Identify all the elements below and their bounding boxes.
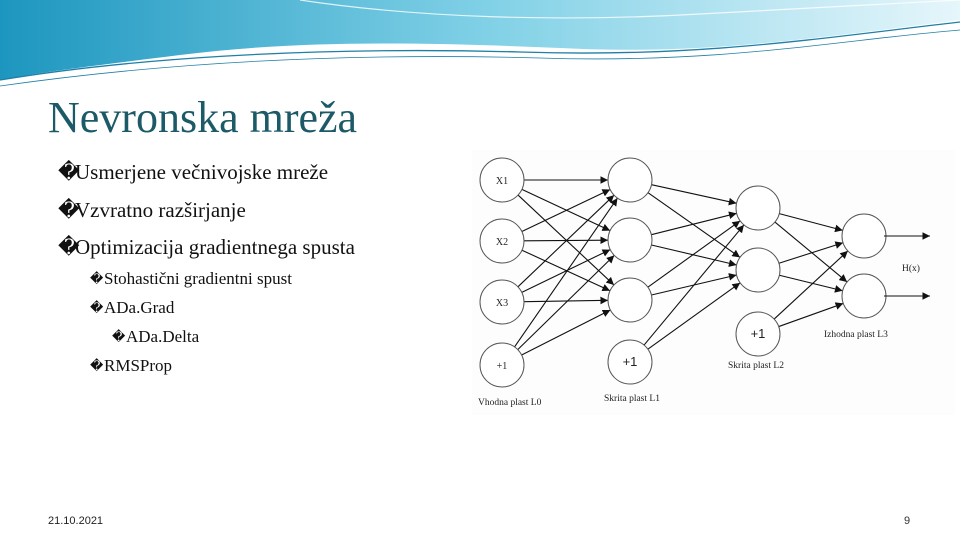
layer-label-output: Izhodna plast L3 (824, 330, 888, 340)
footer-date: 21.10.2021 (48, 515, 104, 527)
neural-network-diagram (472, 150, 955, 415)
hidden1-node (608, 218, 652, 262)
bullet-item (58, 160, 328, 185)
sub-bullet-text: RMSProp (104, 356, 173, 375)
sub-bullet-item (112, 327, 199, 347)
input-node-label: X1 (495, 176, 509, 187)
page-number: 9 (904, 515, 911, 527)
sub-bullet-text: ADa.Grad (104, 298, 175, 317)
input-node-label: +1 (496, 361, 508, 372)
bullet-text: Usmerjene večnivojske mreže (75, 160, 329, 184)
bullet-marker: � (112, 329, 126, 344)
sub-bullet-item (90, 298, 174, 318)
sub-bullet-item (90, 356, 172, 376)
layer-label-hidden2: Skrita plast L2 (728, 361, 784, 371)
input-node-label: X3 (495, 298, 509, 309)
layer-label-input: Vhodna plast L0 (478, 398, 542, 408)
header-wave-decoration (0, 0, 960, 90)
bullet-marker: � (58, 198, 80, 222)
bullet-marker: � (58, 235, 80, 259)
bullet-item (58, 235, 355, 260)
hidden1-node (608, 158, 652, 202)
hidden1-node (608, 278, 652, 322)
sub-bullet-text: ADa.Delta (126, 327, 200, 346)
bias-node-label: +1 (622, 354, 638, 369)
output-node (842, 214, 886, 258)
output-node (842, 274, 886, 318)
slide-title: Nevronska mreža (48, 93, 358, 142)
bias-node-label: +1 (750, 326, 766, 341)
bullet-marker: � (90, 271, 104, 286)
bullet-marker: � (58, 160, 80, 184)
hidden2-node (736, 248, 780, 292)
bullet-text: Vzvratno razširjanje (75, 198, 246, 222)
input-node-label: X2 (495, 237, 509, 248)
output-label: H(x) (902, 264, 920, 274)
hidden2-node (736, 186, 780, 230)
bullet-marker: � (90, 358, 104, 373)
bullet-item (58, 198, 246, 223)
sub-bullet-item (90, 269, 292, 289)
bullet-text: Optimizacija gradientnega spusta (75, 235, 355, 259)
layer-label-hidden1: Skrita plast L1 (604, 394, 660, 404)
bullet-marker: � (90, 300, 104, 315)
sub-bullet-text: Stohastični gradientni spust (104, 269, 292, 288)
